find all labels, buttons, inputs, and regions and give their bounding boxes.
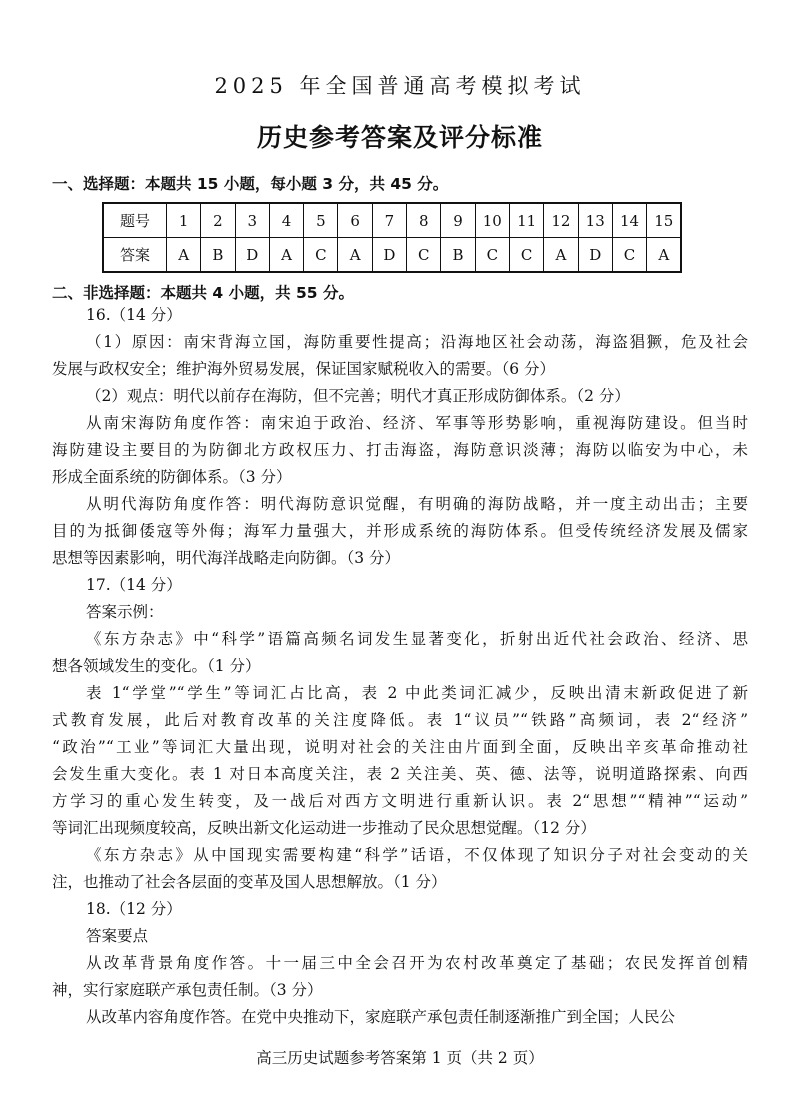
text-line: 式教育发展，此后对教育改革的关注度降低。表 1“议员”“铁路”高频词，表 2“经济” (52, 711, 748, 729)
text-line: 答案要点 (86, 927, 149, 945)
question-number-cell: 3 (235, 203, 269, 238)
question-number-cell: 5 (304, 203, 338, 238)
row-label: 题号 (103, 203, 167, 238)
question-number-cell: 10 (475, 203, 509, 238)
text-line: 17.（14 分） (86, 576, 182, 594)
paragraph (52, 329, 748, 383)
text-line: 《东方杂志》从中国现实需要构建“科学”话语，不仅体现了知识分子对社会变动的关 (86, 846, 748, 864)
text-line: 表 1“学堂”“学生”等词汇占比高，表 2 中此类词汇减少，反映出清末新政促进了新 (86, 684, 748, 702)
answer-cell: D (235, 238, 269, 273)
question-number-row (103, 203, 681, 238)
row-label: 答案 (103, 238, 167, 273)
answer-cell: C (475, 238, 509, 273)
document-subtitle: 历史参考答案及评分标准 (256, 123, 543, 152)
answer-cell: C (612, 238, 646, 273)
answer-cell: C (407, 238, 441, 273)
text-line: 海防建设主要目的为防御北方政权压力、打击海盗，海防意识淡薄；海防以临安为中心，未 (52, 441, 748, 459)
answer-cell: C (304, 238, 338, 273)
question-number-cell: 14 (612, 203, 646, 238)
text-line: 会发生重大变化。表 1 对日本高度关注，表 2 关注美、英、德、法等，说明道路探索、向西 (52, 765, 748, 783)
paragraph (52, 410, 748, 491)
paragraph (52, 680, 748, 842)
question-number-cell: 12 (544, 203, 578, 238)
answer-table (102, 202, 682, 273)
document-title: 2025 年全国普通高考模拟考试 (214, 74, 586, 98)
text-line: 从改革内容角度作答。在党中央推动下，家庭联产承包责任制逐渐推广到全国；人民公 (86, 1008, 676, 1026)
text-line: 发展与政权安全；维护海外贸易发展，保证国家赋税收入的需要。（6 分） (52, 360, 556, 378)
answer-cell: A (338, 238, 372, 273)
text-line: 18.（12 分） (86, 900, 182, 918)
question-number-cell: 8 (407, 203, 441, 238)
text-line: “政治”“工业”等词汇大量出现，说明对社会的关注由片面到全面，反映出辛亥革命推动社 (52, 738, 748, 756)
question-number-cell: 7 (372, 203, 406, 238)
paragraph (52, 626, 748, 680)
text-line: 形成全面系统的防御体系。（3 分） (52, 468, 292, 486)
question-number-cell: 6 (338, 203, 372, 238)
text-line: 从改革背景角度作答。十一届三中全会召开为农村改革奠定了基础；农民发挥首创精 (86, 954, 748, 972)
question-number-cell: 9 (441, 203, 475, 238)
question-number-cell: 2 (201, 203, 235, 238)
text-line: 等词汇出现频度较高，反映出新文化运动进一步推动了民众思想觉醒。（12 分） (52, 819, 596, 837)
answer-cell: A (647, 238, 682, 273)
answer-cell: B (441, 238, 475, 273)
question-number-cell: 11 (509, 203, 543, 238)
text-line: （2）观点：明代以前存在海防，但不完善；明代才真正形成防御体系。（2 分） (86, 387, 630, 405)
paragraph (52, 599, 748, 626)
paragraph (52, 842, 748, 896)
paragraph (52, 1004, 748, 1031)
paragraph (52, 491, 748, 572)
paragraph (52, 896, 748, 923)
answer-cell: A (269, 238, 303, 273)
question-number-cell: 15 (647, 203, 682, 238)
text-line: 16.（14 分） (86, 306, 182, 324)
text-line: （1）原因：南宋背海立国，海防重要性提高；沿海地区社会动荡，海盗猖獗，危及社会 (86, 333, 748, 351)
answer-cell: D (372, 238, 406, 273)
answer-cell: D (578, 238, 612, 273)
paragraph (52, 302, 748, 329)
paragraph (52, 572, 748, 599)
text-line: 方学习的重心发生转变，及一战后对西方文明进行重新认识。表 2“思想”“精神”“运动” (52, 792, 748, 810)
question-number-cell: 1 (167, 203, 201, 238)
text-line: 从南宋海防角度作答：南宋迫于政治、经济、军事等形势影响，重视海防建设。但当时 (86, 414, 748, 432)
paragraph (52, 923, 748, 950)
question-number-cell: 13 (578, 203, 612, 238)
text-line: 目的为抵御倭寇等外侮；海军力量强大，并形成系统的海防体系。但受传统经济发展及儒家 (52, 522, 748, 540)
text-line: 神，实行家庭联产承包责任制。（3 分） (52, 981, 323, 999)
question-number-cell: 4 (269, 203, 303, 238)
section-heading-nonchoice: 二、非选择题：本题共 4 小题，共 55 分。 (52, 284, 354, 302)
answer-cell: A (544, 238, 578, 273)
section-heading-choice: 一、选择题：本题共 15 小题，每小题 3 分，共 45 分。 (52, 175, 449, 193)
answer-cell: A (167, 238, 201, 273)
page-footer: 高三历史试题参考答案第 1 页（共 2 页） (256, 1049, 544, 1067)
text-line: 《东方杂志》中“科学”语篇高频名词发生显著变化，折射出近代社会政治、经济、思 (86, 630, 748, 648)
answer-row (103, 238, 681, 273)
answer-body (52, 302, 748, 1031)
text-line: 思想等因素影响，明代海洋战略走向防御。（3 分） (52, 549, 401, 567)
text-line: 想各领域发生的变化。（1 分） (52, 657, 261, 675)
text-line: 从明代海防角度作答：明代海防意识觉醒，有明确的海防战略，并一度主动出击；主要 (86, 495, 748, 513)
text-line: 答案示例： (86, 603, 164, 621)
answer-cell: B (201, 238, 235, 273)
answer-cell: C (509, 238, 543, 273)
paragraph (52, 950, 748, 1004)
text-line: 注，也推动了社会各层面的变革及国人思想解放。（1 分） (52, 873, 447, 891)
paragraph (52, 383, 748, 410)
